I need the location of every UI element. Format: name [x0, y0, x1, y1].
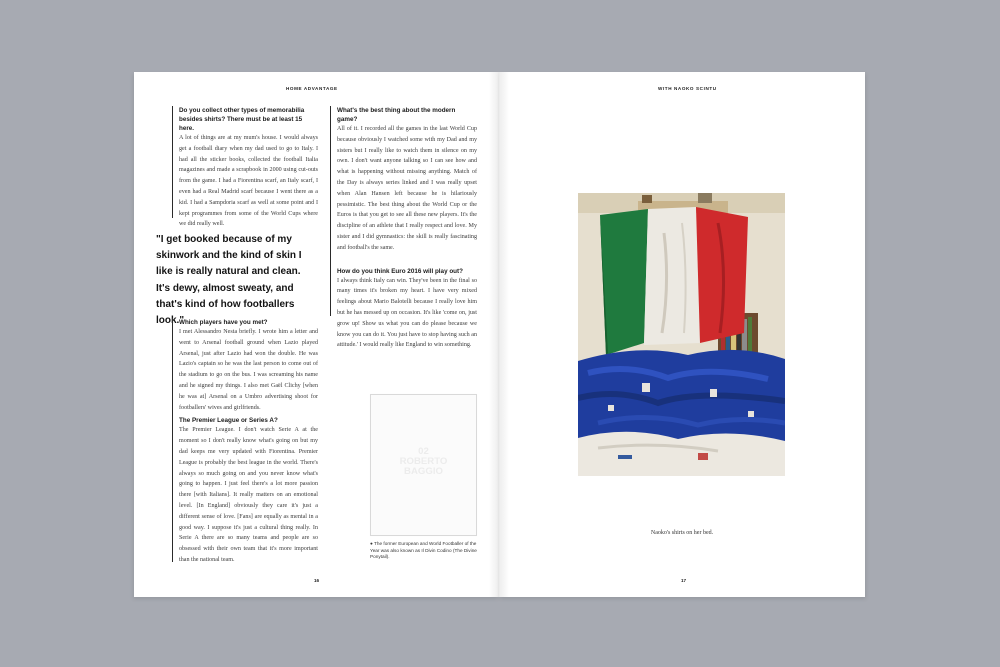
- player-card: [370, 394, 477, 536]
- photo-shirts-on-bed: [578, 193, 785, 476]
- column-right: [330, 106, 477, 349]
- column-bottom-left: [172, 318, 318, 562]
- running-head-right: WITH NAOKO SCINTU: [658, 86, 717, 91]
- right-page: [499, 72, 865, 597]
- question-premier-league: The Premier League or Series A?: [179, 417, 278, 425]
- answer-euro-2016: I always think Italy can win. They've been in the final so many times it's broken my heart. I have very mixed feelings about Mario Balotelli because I really love him but he has messed up on occasion. It's like 'come on, just grow up! Show us what you can do please because we know you can do it. You just have to stop having such an attitude.' I would really like England to win something.: [337, 277, 477, 349]
- pull-quote: "I get booked because of my skinwork and the kind of skin I like is really natural and clean. It's dewy, almost sweaty, and that's kind of how footballers look.": [156, 234, 302, 327]
- answer-players-met: I met Alessandro Nesta briefly. I wrote him a letter and went to Arsenal football ground when Lazio played Arsenal, just after Lazio had won the double. He was Lazio's captain so he was the last person to come out of the stadium to go on the bus. I was screaming his name and he signed my things. I also met Gaël Clichy [when he was at] Arsenal on a Umbro advertising shoot for footballers' wives and girlfriends.: [179, 329, 318, 411]
- question-modern-game: What's the best thing about the modern game?: [337, 107, 456, 123]
- answer-premier-league: The Premier League. I don't watch Serie A at the moment so I don't really know what's going on but my dad keeps me very updated with Fiorentina. Premier League is probably the best league in the world. There's always so much going on and you never know what's going to happen. I just feel there's a lot more passion there [with Italians]. It really matters on an emotional level. [In England] obviously they care it's just a different sense of love. [Fans] are equally as mental in a good way. I suppose it's just a cultural thing really. In Serie A there are so many teams and people are so obsessed with their own team that it's more important than the national team.: [179, 427, 318, 563]
- left-page: [134, 72, 499, 597]
- card-caption: ● The former European and World Footballer of the Year was also known as Il Divin Codino (The Divine Ponytail).: [370, 541, 477, 560]
- running-head-left: HOME ADVANTAGE: [286, 86, 338, 91]
- question-players-met: Which players have you met?: [179, 319, 268, 326]
- question-memorabilia: Do you collect other types of memorabilia besides shirts? There must be at least 15 here.: [179, 107, 305, 132]
- card-name-line1: ROBERTO: [399, 456, 448, 467]
- photo-illustration: [578, 193, 785, 476]
- answer-memorabilia: A lot of things are at my mum's house. I would always get a football diary when my dad used to go to Italy. I had all the sticker books, collected the football Italia magazines and made a scrapbook in 2000 using cut-outs from the game. I had a Fiorentina scarf, an Italy scarf, I even had a Real Madrid scarf because I went there as a kid. I had a Sampdoria scarf as well at some point and I kept programmes from some of the World Cups where we did really well.: [179, 135, 318, 228]
- card-name-line2: BAGGIO: [404, 466, 443, 477]
- answer-modern-game: All of it. I recorded all the games in the last World Cup because obviously I watched some with my Dad and my sisters but I really like to watch them in silence on my own. I don't want anyone talking so I can see how and what is happening without missing anything. Match of the Day is always series linked and I was really upset when Alan Hansen left because he is hilariously pessimistic. The best thing about the World Cup or the Euros is that you get to see all these new players. It's the discipline of an athlete that I really respect and love. My sister and I did gymnastics: the skill is really fascinating and football's the same.: [337, 126, 477, 251]
- photo-caption: Naoko's shirts on her bed.: [650, 530, 714, 536]
- folio-left: 16: [314, 578, 320, 583]
- folio-right: 17: [681, 578, 687, 583]
- column-top-left: [172, 106, 318, 228]
- card-number: 02: [418, 446, 429, 457]
- question-euro-2016: How do you think Euro 2016 will play out?: [337, 267, 463, 275]
